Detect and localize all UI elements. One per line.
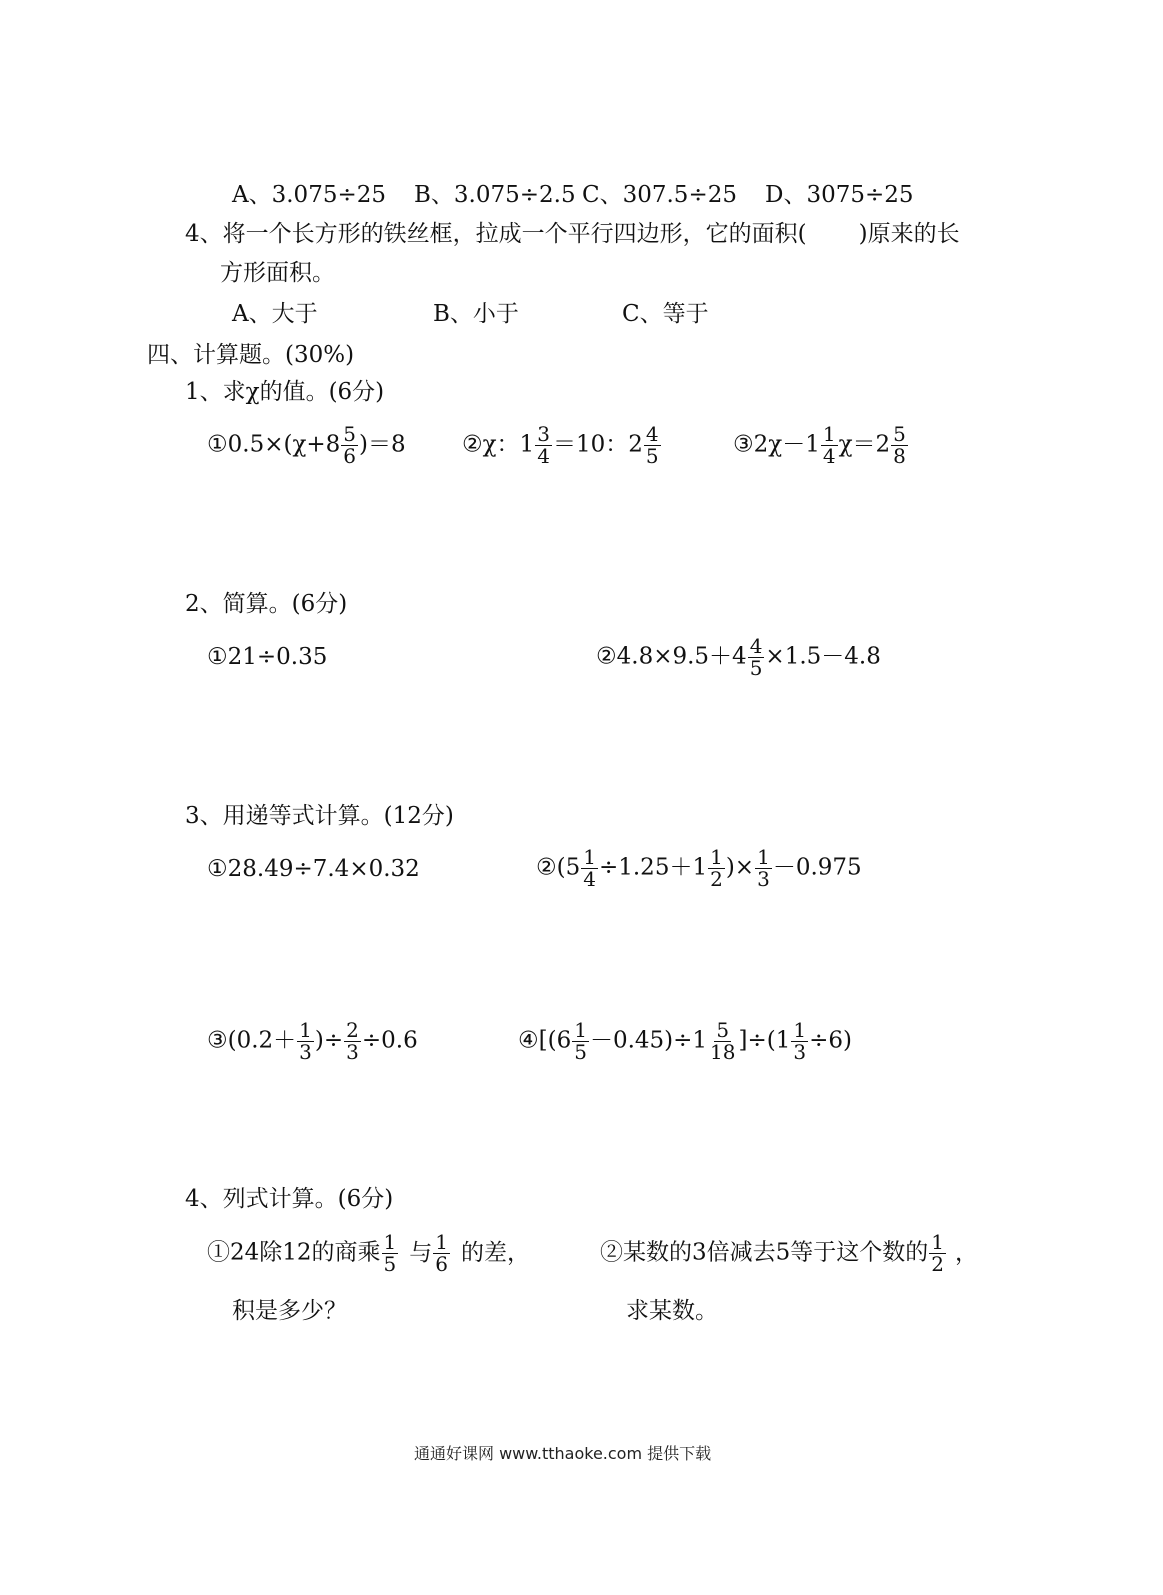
part4-title: 4、列式计算。(6分) [185, 1186, 394, 1212]
part4-problem-1-line2: 积是多少？ [232, 1298, 347, 1324]
q4-text-before-blank: 4、将一个长方形的铁丝框，拉成一个平行四边形，它的面积( [185, 221, 807, 247]
fraction [755, 847, 772, 890]
eq-text: )÷ [314, 1027, 344, 1054]
numerator: 4 [645, 422, 659, 446]
denominator: 5 [749, 656, 763, 680]
eq-text: ②(5 [536, 854, 581, 881]
numerator: 1 [383, 1230, 397, 1254]
denominator: 3 [299, 1040, 312, 1064]
eq-text: ②χ：1 [462, 431, 535, 458]
fraction [644, 424, 661, 467]
eq-text: ]÷(1 [738, 1027, 791, 1054]
q4-option-c: C、等于 [622, 301, 709, 327]
fraction [297, 1020, 314, 1063]
numerator: 5 [893, 422, 906, 446]
numerator: 1 [710, 845, 723, 869]
eq-text: ， [955, 1239, 979, 1266]
part1-equation-3 [733, 424, 909, 467]
part1-equation-1 [207, 424, 406, 467]
eq-text: ÷0.6 [361, 1027, 418, 1054]
fraction [341, 424, 358, 467]
numerator: 1 [822, 422, 836, 446]
eq-text: ②4.8×9.5＋4 [596, 643, 747, 670]
eq-text: ＝10：2 [552, 431, 643, 458]
denominator: 2 [931, 1252, 945, 1276]
fraction [791, 1020, 808, 1063]
fraction [929, 1232, 946, 1275]
eq-text: －0.45)÷1 [589, 1027, 708, 1054]
denominator: 4 [822, 444, 836, 468]
numerator: 1 [299, 1018, 312, 1042]
numerator: 1 [793, 1018, 807, 1042]
numerator: 1 [757, 845, 770, 869]
fraction [572, 1020, 589, 1063]
numerator: 4 [749, 634, 763, 658]
denominator: 4 [537, 444, 550, 468]
numerator: 1 [583, 845, 596, 869]
section-title: 四、计算题。(30%) [147, 342, 355, 368]
eq-text: ②某数的3倍减去5等于这个数的 [600, 1239, 929, 1266]
denominator: 5 [574, 1040, 587, 1064]
part1-title: 1、求χ的值。(6分) [185, 379, 385, 405]
q4-question-line2: 方形面积。 [220, 260, 335, 286]
fraction [708, 847, 725, 890]
denominator: 3 [346, 1040, 359, 1064]
eq-text: －0.975 [772, 854, 862, 881]
numerator: 5 [716, 1018, 730, 1042]
part3-expression-3 [207, 1020, 418, 1063]
numerator: 1 [435, 1230, 449, 1254]
part2-expression-1: ①21÷0.35 [207, 644, 328, 670]
fraction [821, 424, 838, 467]
part4-problem-2 [600, 1232, 978, 1275]
numerator: 3 [537, 422, 550, 446]
numerator: 5 [343, 422, 357, 446]
q4-text-after-blank: )原来的长 [858, 221, 960, 247]
denominator: 8 [893, 444, 906, 468]
fraction [433, 1232, 450, 1275]
eq-text: 的差， [461, 1239, 531, 1266]
part3-title: 3、用递等式计算。(12分) [185, 803, 454, 829]
q3-option-a: A、3.075÷25 [232, 182, 386, 208]
denominator: 6 [343, 444, 357, 468]
eq-text: ①0.5×(χ+8 [207, 431, 341, 458]
denominator: 4 [583, 867, 596, 891]
q3-option-d: D、3075÷25 [765, 182, 914, 208]
eq-text: ③2χ－1 [733, 431, 820, 458]
fraction [535, 424, 552, 467]
numerator: 1 [574, 1018, 587, 1042]
eq-text: ④[(6 [518, 1027, 572, 1054]
fraction [344, 1020, 361, 1063]
q3-option-b: B、3.075÷2.5 [414, 182, 576, 208]
part2-title: 2、简算。(6分) [185, 591, 348, 617]
denominator: 3 [757, 867, 770, 891]
part3-expression-4 [518, 1020, 852, 1063]
q4-option-b: B、小于 [433, 301, 519, 327]
denominator: 5 [383, 1252, 397, 1276]
part3-expression-1: ①28.49÷7.4×0.32 [207, 856, 420, 882]
part1-equation-2 [462, 424, 662, 467]
q4-option-a: A、大于 [232, 301, 318, 327]
numerator: 2 [346, 1018, 359, 1042]
eq-text: ×1.5－4.8 [765, 643, 881, 670]
eq-text: 与 [409, 1239, 433, 1266]
fraction [581, 847, 598, 890]
eq-text: ÷6) [809, 1027, 852, 1054]
part3-expression-2 [536, 847, 862, 890]
denominator: 6 [435, 1252, 449, 1276]
eq-text: )＝8 [359, 431, 406, 458]
eq-text: ÷1.25＋1 [598, 854, 708, 881]
fraction [748, 636, 765, 679]
page-footer: 通通好课网 www.tthaoke.com 提供下载 [414, 1444, 712, 1463]
part4-problem-1 [207, 1232, 530, 1275]
denominator: 18 [710, 1040, 736, 1064]
q3-option-c: C、307.5÷25 [582, 182, 737, 208]
part4-problem-2-line2: 求某数。 [626, 1298, 718, 1324]
eq-text: ①24除12的商乘 [207, 1239, 381, 1266]
eq-text: ③(0.2＋ [207, 1027, 297, 1054]
part2-expression-2 [596, 636, 881, 679]
numerator: 1 [931, 1230, 945, 1254]
fraction [382, 1232, 399, 1275]
denominator: 3 [793, 1040, 807, 1064]
eq-text: )× [725, 854, 755, 881]
q4-question-line1 [185, 223, 960, 246]
fraction [708, 1020, 737, 1063]
denominator: 5 [645, 444, 659, 468]
denominator: 2 [710, 867, 723, 891]
fraction [891, 424, 908, 467]
eq-text: χ＝2 [838, 431, 891, 458]
